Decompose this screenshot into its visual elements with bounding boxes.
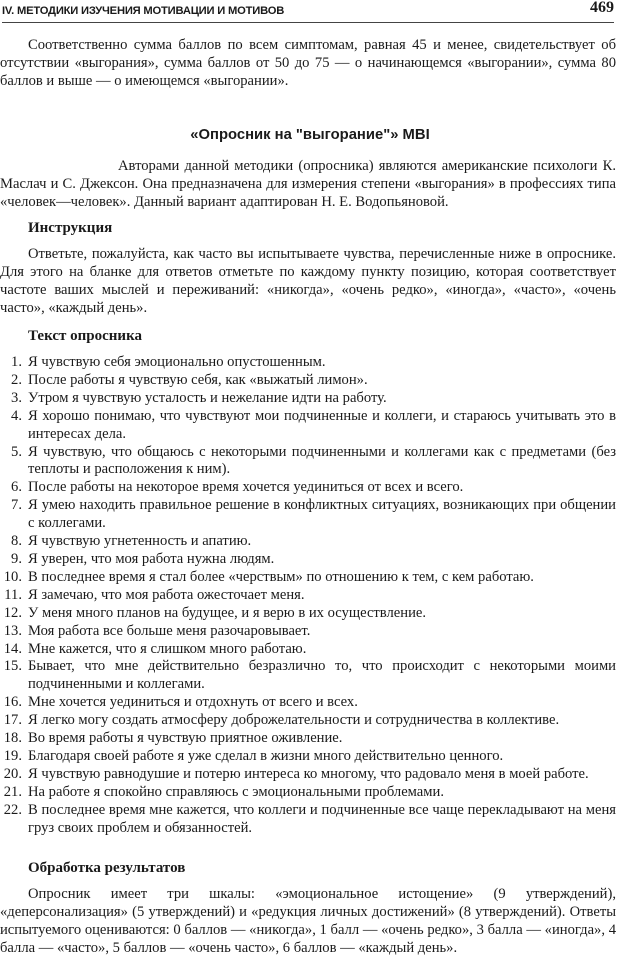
item-number: 15. <box>3 658 22 675</box>
item-text: На работе я спокойно справляюсь с эмоциональными проблемами. <box>28 783 444 800</box>
item-number: 9. <box>11 550 22 567</box>
item-text: Я чувствую равнодушие и потерю интереса ко многому, что радовало меня в моей работе. <box>28 765 589 782</box>
section-title: IV. МЕТОДИКИ ИЗУЧЕНИЯ МОТИВАЦИИ И МОТИВОВ <box>2 5 285 17</box>
item-text: В последнее время мне кажется, что коллеги и подчиненные все чаще перекладывают на меня груз своих проблем и обязанностей. <box>28 801 616 836</box>
item-number: 16. <box>3 694 22 711</box>
authors-paragraph: Авторами данной методики (опросника) являются американские психологи К. Маслач и С. Джексон. Она предназначена для измерения степени «выгорания» в профессиях типа «человек—человек». Данный вариант адаптирован Н. Е. Водопьяновой. <box>0 158 616 210</box>
item-number: 1. <box>11 354 22 370</box>
processing-section <box>0 886 616 958</box>
item-number: 21. <box>3 783 22 800</box>
list-item <box>0 551 616 569</box>
instruction-heading: Инструкция <box>28 220 113 236</box>
item-number: 19. <box>3 747 22 764</box>
item-text: Утром я чувствую усталость и нежелание идти на работу. <box>28 389 387 406</box>
item-number: 2. <box>11 371 22 388</box>
intro-paragraph: Соответственно сумма баллов по всем симптомам, равная 45 и менее, свидетельствует об отсутствии «выгорания», сумма баллов от 50 до 75 — о начинающемся «выгорании», сумма 80 баллов и выше — о имеющемся «выгорании». <box>0 37 616 89</box>
list-item <box>0 372 616 390</box>
item-text: Я легко могу создать атмосферу доброжелательности и сотрудничества в коллективе. <box>28 712 560 729</box>
item-number: 11. <box>4 586 22 603</box>
item-number: 18. <box>3 730 22 747</box>
item-number: 7. <box>11 497 22 514</box>
list-item <box>0 533 616 551</box>
item-number: 8. <box>11 533 22 550</box>
list-item <box>0 479 616 497</box>
list-item <box>0 784 616 802</box>
list-item <box>0 802 616 838</box>
item-text: Я уверен, что моя работа нужна людям. <box>28 550 275 567</box>
list-item <box>0 712 616 730</box>
item-text: В последнее время я стал более «черствым» по отношению к тем, с кем работаю. <box>28 568 534 585</box>
item-number: 22. <box>3 801 22 818</box>
item-text: После работы я чувствую себя, как «выжатый лимон». <box>28 371 368 388</box>
item-text: После работы на некоторое время хочется уединиться от всех и всего. <box>28 479 464 496</box>
processing-heading: Обработка результатов <box>28 860 186 876</box>
item-number: 5. <box>11 443 22 460</box>
item-number: 10. <box>3 568 22 585</box>
item-number: 20. <box>3 765 22 782</box>
questionnaire-text-heading: Текст опросника <box>28 328 142 344</box>
list-item <box>0 605 616 623</box>
item-number: 6. <box>11 479 22 496</box>
item-text: Бывает, что мне действительно безразлично то, что происходит с некоторыми моими подчиненными и коллегами. <box>28 658 616 693</box>
list-item <box>0 587 616 605</box>
item-text: Я чувствую угнетенность и апатию. <box>28 533 252 550</box>
running-header <box>2 0 614 23</box>
item-number: 14. <box>3 640 22 657</box>
intro-section <box>0 37 616 91</box>
item-text: Я хорошо понимаю, что чувствуют мои подчиненные и коллеги, и стараюсь учитывать это в интересах дела. <box>28 407 616 442</box>
item-number: 13. <box>3 622 22 639</box>
item-text: Моя работа все больше меня разочаровывает. <box>28 622 311 639</box>
list-item <box>0 569 616 587</box>
item-text: Благодаря своей работе я уже сделал в жизни много действительно ценного. <box>28 747 504 764</box>
page-number: 469 <box>590 0 614 16</box>
item-text: Я замечаю, что моя работа ожесточает меня. <box>28 586 305 603</box>
item-number: 4. <box>11 407 22 424</box>
list-item <box>0 390 616 408</box>
list-item <box>0 748 616 766</box>
list-item <box>0 354 616 372</box>
instruction-text: Ответьте, пожалуйста, как часто вы испытываете чувства, перечисленные ниже в опроснике. Для этого на бланке для ответов отметьте по каждому пункту позицию, которая соответствует частоте ваших мыслей и переживаний: «никогда», «очень редко», «иногда», «часто», «очень часто», «каждый день». <box>0 246 616 316</box>
authors-section <box>0 158 616 212</box>
item-text: Я чувствую, что общаюсь с некоторыми подчиненными и коллегами как с предметами (без теплоты и расположения к ним). <box>28 443 616 478</box>
item-text: Я умею находить правильное решение в конфликтных ситуациях, возникающих при общении с коллегами. <box>28 497 616 532</box>
list-item <box>0 623 616 641</box>
list-item <box>0 658 616 694</box>
item-text: Мне кажется, что я слишком много работаю. <box>28 640 307 657</box>
item-text: У меня много планов на будущее, и я верю в их осуществление. <box>28 604 427 621</box>
item-number: 3. <box>11 389 22 406</box>
list-item <box>0 694 616 712</box>
list-item <box>0 497 616 533</box>
list-item <box>0 766 616 784</box>
list-item <box>0 444 616 480</box>
list-item <box>0 730 616 748</box>
item-text: Я чувствую себя эмоционально опустошенным. <box>28 354 326 370</box>
item-number: 17. <box>3 712 22 729</box>
list-item <box>0 408 616 444</box>
processing-text: Опросник имеет три шкалы: «эмоциональное истощение» (9 утверждений), «деперсонализация» (5 утверждений) и «редукция личных достижений» (8 утверждений). Ответы испытуемого оцениваются: 0 баллов — «никогда», 1 балл — «очень редко», 3 балла — «иногда», 4 балла — «часто», 5 баллов — «очень часто», 6 баллов — «каждый день». <box>0 886 616 956</box>
item-number: 12. <box>3 604 22 621</box>
questionnaire-items <box>0 354 616 837</box>
item-text: Во время работы я чувствую приятное оживление. <box>28 730 343 747</box>
instruction-section <box>0 246 616 318</box>
item-text: Мне хочется уединиться и отдохнуть от всего и всех. <box>28 694 358 711</box>
questionnaire-title: «Опросник на "выгорание"» MBI <box>190 127 430 143</box>
list-item <box>0 641 616 659</box>
